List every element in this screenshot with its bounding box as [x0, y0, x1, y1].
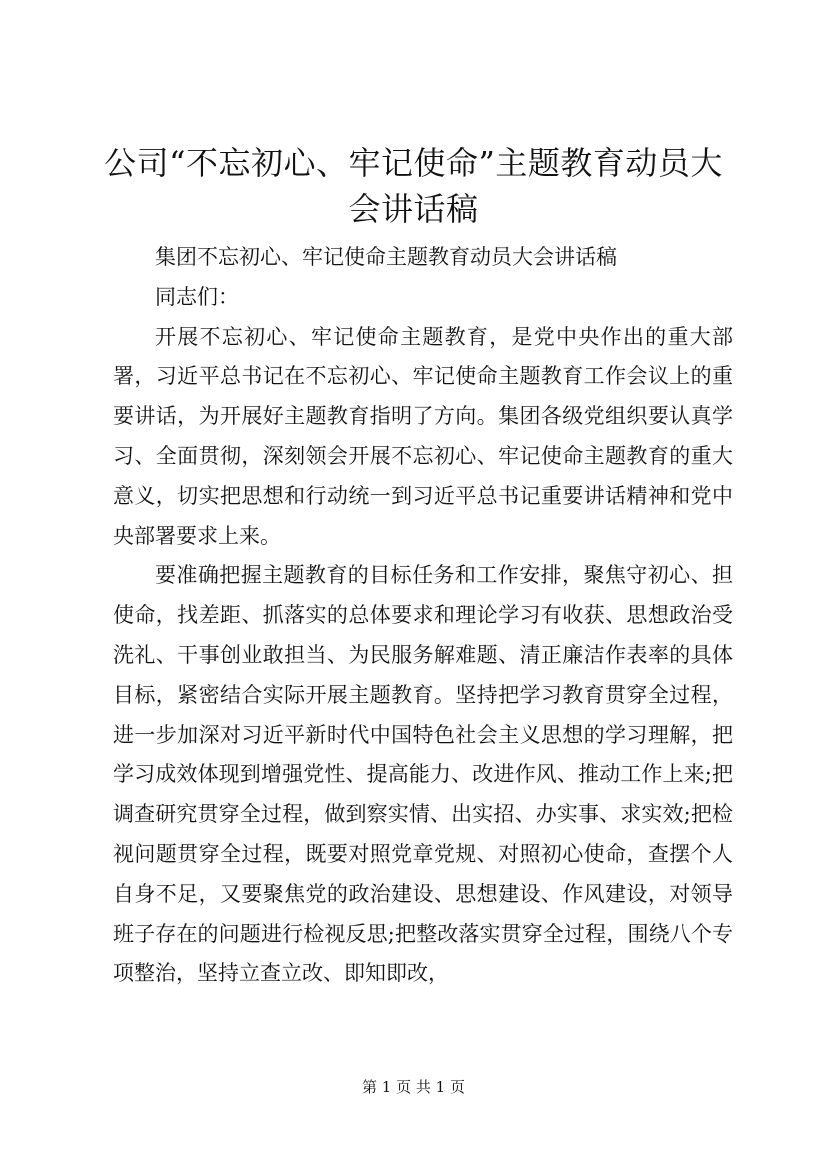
document-title: 公司“不忘初心、牢记使命”主题教育动员大会讲话稿 [104, 144, 723, 228]
document-body [113, 238, 733, 994]
paragraph-salutation: 同志们： [155, 284, 239, 309]
paragraph-main: 要准确把握主题教育的目标任务和工作安排，聚焦守初心、担使命，找差距、抓落实的总体要求和理论学习有收获、思想政治受洗礼、干事创业敢担当、为民服务解难题、清正廉洁作表率的具体目标，紧密结合实际开展主题教育。坚持把学习教育贯穿全过程，进一步加深对习近平新时代中国特色社会主义思想的学习理解，把学习成效体现到增强党性、提高能力、改进作风、推动工作上来;把调查研究贯穿全过程，做到察实情、出实招、办实事、求实效;把检视问题贯穿全过程，既要对照党章党规、对照初心使命，查摆个人自身不足，又要聚焦党的政治建设、思想建设、作风建设，对领导班子存在的问题进行检视反思;把整改落实贯穿全过程，围绕八个专项整治，坚持立查立改、即知即改， [113, 563, 733, 986]
page-footer: 第 1 页 共 1 页 [362, 1078, 465, 1096]
paragraph-subtitle: 集团不忘初心、牢记使命主题教育动员大会讲话稿 [155, 245, 617, 269]
paragraph-intro: 开展不忘初心、牢记使命主题教育，是党中央作出的重大部署，习近平总书记在不忘初心、牢记使命主题教育工作会议上的重要讲话，为开展好主题教育指明了方向。集团各级党组织要认真学习、全面贯彻，深刻领会开展不忘初心、牢记使命主题教育的重大意义，切实把思想和行动统一到习近平总书记重要讲话精神和党中央部署要求上来。 [113, 324, 733, 548]
